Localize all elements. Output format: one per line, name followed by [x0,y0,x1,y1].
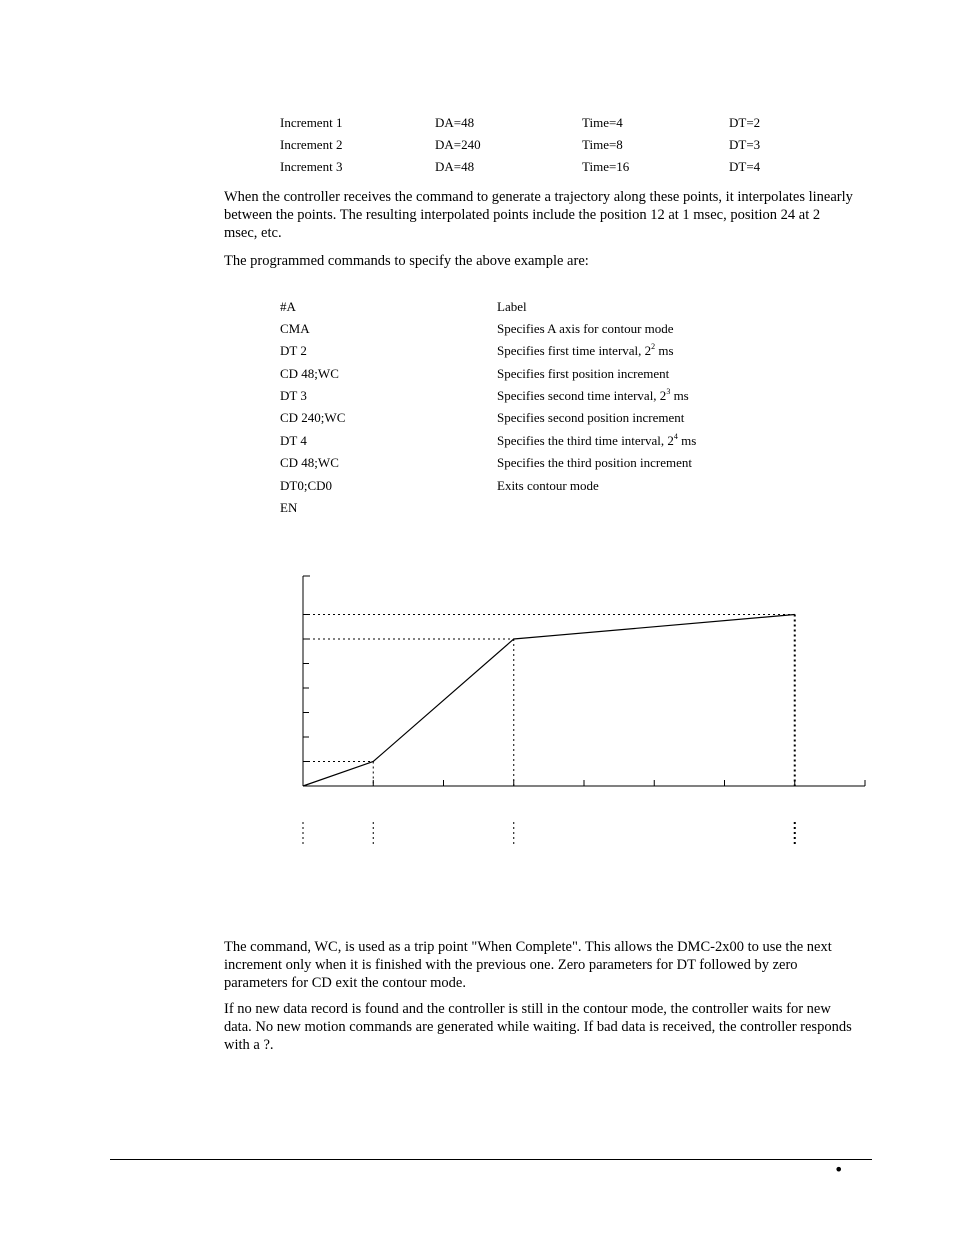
increment-row [280,137,800,155]
program-command: DT0;CD0 [280,478,332,493]
program-listing [280,299,760,521]
position-series-line [303,615,795,787]
increment-time: Time=8 [582,137,623,152]
program-line [280,433,760,451]
increment-name: Increment 1 [280,115,343,130]
increment-name: Increment 2 [280,137,343,152]
program-command: CMA [280,321,310,336]
increment-dt: DT=3 [729,137,761,152]
increment-time: Time=4 [582,115,623,130]
program-description: Specifies the third time interval, $2^4$ ms [497,432,697,448]
increment-da: DA=48 [435,115,475,130]
program-line [280,478,760,496]
program-line [280,321,760,339]
program-command: CD 240;WC [280,410,346,425]
program-line [280,410,760,428]
footer-rule [110,1159,872,1160]
program-description: Specifies first position increment [497,366,670,381]
program-line [280,388,760,406]
program-line [280,366,760,384]
increment-row [280,159,800,177]
paragraph-program-intro: The programmed commands to specify the above example are: [224,253,589,269]
increment-da: DA=48 [435,159,475,174]
footer-bullet: • [834,1160,844,1179]
program-line [280,299,760,317]
program-description: Specifies A axis for contour mode [497,321,674,336]
program-command: EN [280,500,298,515]
program-command: DT 2 [280,343,307,358]
increment-time: Time=16 [582,159,630,174]
paragraph-interpolation: When the controller receives the command to generate a trajectory along these points, it interpolates linearly between the points. The resulting interpolated points include the position 12 at 1 msec, position 24 at 2 msec, etc. [224,189,853,241]
program-description: Specifies second position increment [497,410,685,425]
program-command: #A [280,299,296,314]
increment-name: Increment 3 [280,159,343,174]
program-description: Label [497,299,527,314]
program-description: Specifies the third position increment [497,455,692,470]
program-line [280,343,760,361]
program-description: Exits contour mode [497,478,599,493]
increment-dt: DT=4 [729,159,761,174]
program-line [280,500,760,518]
program-command: DT 3 [280,388,307,403]
program-command: CD 48;WC [280,455,339,470]
paragraph-wc-command: The command, WC, is used as a trip point "When Complete". This allows the DMC-2x00 to use the next increment only when it is finished with the previous one. Zero parameters for DT followed by zero parameters for CD exit the contour mode. [224,939,832,991]
program-description: Specifies second time interval, $2^3$ ms [497,387,689,403]
increment-dt: DT=2 [729,115,761,130]
program-command: CD 48;WC [280,366,339,381]
program-command: DT 4 [280,433,307,448]
increment-da: DA=240 [435,137,481,152]
paragraph-no-data: If no new data record is found and the controller is still in the contour mode, the controller waits for new data. No new motion commands are generated while waiting. If bad data is received, the controller responds with a ?. [224,1001,852,1053]
program-line [280,455,760,473]
increment-row [280,115,800,133]
increments-table [280,115,800,181]
program-description: Specifies first time interval, $2^2$ ms [497,342,674,358]
